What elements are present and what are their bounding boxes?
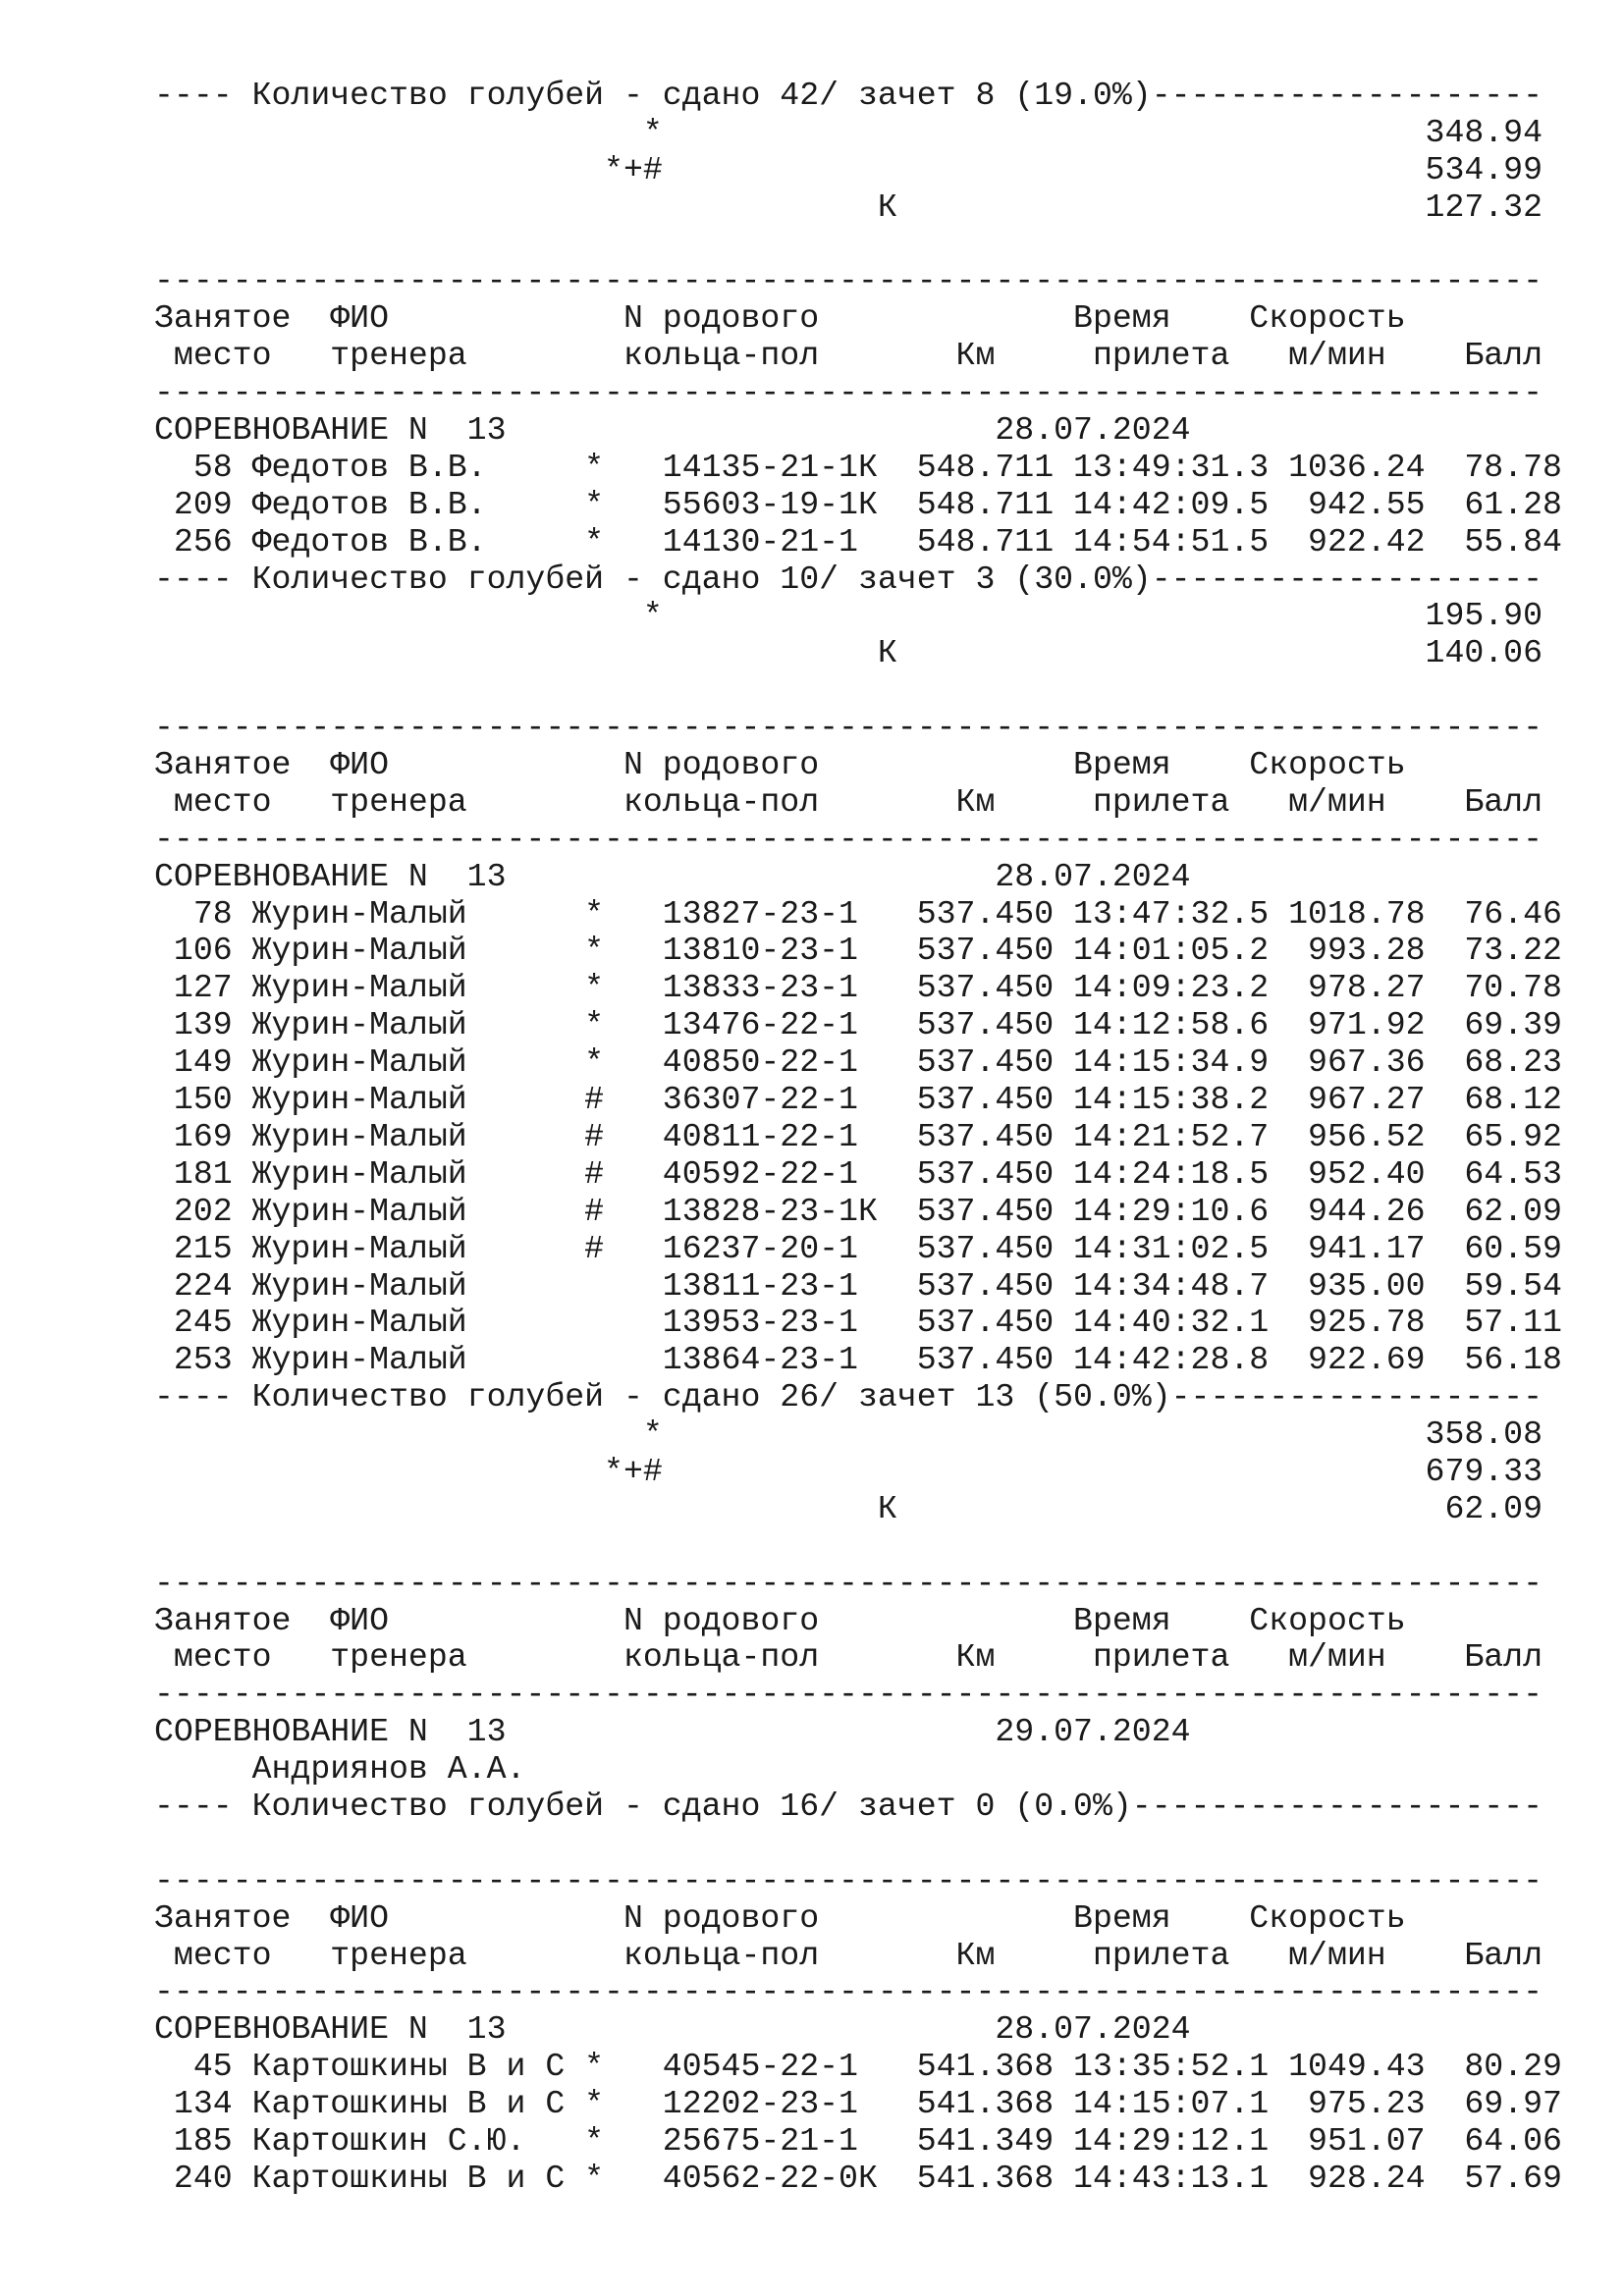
report-line: К 140.06 (154, 634, 1543, 672)
report-line: 224 Журин-Малый 13811-23-1 537.450 14:34:48.7 935.00 59.54 (154, 1266, 1562, 1305)
report-line: ----------------------------------------------------------------------- (154, 262, 1543, 300)
report-line: место тренера кольца-пол Км прилета м/мин Балл (154, 1936, 1543, 1974)
report-line (154, 1826, 1562, 1863)
report-line: 202 Журин-Малый # 13828-23-1К 537.450 14:29:10.6 944.26 62.09 (154, 1192, 1562, 1230)
report-line: ----------------------------------------------------------------------- (154, 709, 1543, 747)
report-line: место тренера кольца-пол Км прилета м/мин Балл (154, 337, 1543, 375)
report-line: СОРЕВНОВАНИЕ N 13 28.07.2024 (154, 411, 1191, 450)
report-line: 134 Картошкины В и С * 12202-23-1 541.368 14:15:07.1 975.23 69.97 (154, 2085, 1562, 2123)
report-line: * 348.94 (154, 113, 1543, 151)
report-line: ----------------------------------------------------------------------- (154, 1676, 1543, 1714)
report-line: место тренера кольца-пол Км прилета м/мин Балл (154, 782, 1543, 821)
report-line: 215 Журин-Малый # 16237-20-1 537.450 14:31:02.5 941.17 60.59 (154, 1229, 1562, 1267)
report-line: ---- Количество голубей - сдано 26/ зачет 13 (50.0%)------------------- (154, 1378, 1543, 1416)
report-line: СОРЕВНОВАНИЕ N 13 28.07.2024 (154, 2010, 1191, 2049)
report-line (154, 227, 1562, 264)
report-line: ----------------------------------------------------------------------- (154, 1564, 1543, 1602)
report-line: СОРЕВНОВАНИЕ N 13 28.07.2024 (154, 857, 1191, 895)
report-line: 150 Журин-Малый # 36307-22-1 537.450 14:15:38.2 967.27 68.12 (154, 1081, 1562, 1119)
report-line: 58 Федотов В.В. * 14135-21-1К 548.711 13:49:31.3 1036.24 78.78 (154, 448, 1562, 486)
report-line: 127 Журин-Малый * 13833-23-1 537.450 14:09:23.2 978.27 70.78 (154, 969, 1562, 1007)
report-line: Занятое ФИО N родового Время Скорость (154, 1601, 1406, 1639)
report-line: *+# 679.33 (154, 1452, 1543, 1490)
report-line: 78 Журин-Малый * 13827-23-1 537.450 13:47:32.5 1018.78 76.46 (154, 894, 1562, 933)
report-line: 253 Журин-Малый 13864-23-1 537.450 14:42:28.8 922.69 56.18 (154, 1341, 1562, 1379)
report-line: Андриянов А.А. (154, 1750, 526, 1789)
report-line: 139 Журин-Малый * 13476-22-1 537.450 14:12:58.6 971.92 69.39 (154, 1006, 1562, 1044)
report-line: Занятое ФИО N родового Время Скорость (154, 299, 1406, 338)
report-line: ----------------------------------------------------------------------- (154, 1861, 1543, 1899)
report-line: 149 Журин-Малый * 40850-22-1 537.450 14:15:34.9 967.36 68.23 (154, 1043, 1562, 1082)
report-printout (154, 78, 1562, 2198)
report-line: ---- Количество голубей - сдано 16/ зачет 0 (0.0%)--------------------- (154, 1787, 1543, 1825)
report-line: 209 Федотов В.В. * 55603-19-1К 548.711 14:42:09.5 942.55 61.28 (154, 485, 1562, 523)
report-line: 245 Журин-Малый 13953-23-1 537.450 14:40:32.1 925.78 57.11 (154, 1304, 1562, 1342)
report-line: * 358.08 (154, 1415, 1543, 1454)
report-line: ----------------------------------------------------------------------- (154, 820, 1543, 858)
report-line: ----------------------------------------------------------------------- (154, 1973, 1543, 2011)
report-line: 106 Журин-Малый * 13810-23-1 537.450 14:01:05.2 993.28 73.22 (154, 932, 1562, 970)
report-line: * 195.90 (154, 597, 1543, 635)
report-line: 45 Картошкины В и С * 40545-22-1 541.368 13:35:52.1 1049.43 80.29 (154, 2048, 1562, 2086)
report-line: К 127.32 (154, 187, 1543, 226)
report-line: 256 Федотов В.В. * 14130-21-1 548.711 14:54:51.5 922.42 55.84 (154, 522, 1562, 561)
report-line: 169 Журин-Малый # 40811-22-1 537.450 14:21:52.7 956.52 65.92 (154, 1117, 1562, 1155)
report-line: ---- Количество голубей - сдано 42/ зачет 8 (19.0%)-------------------- (154, 77, 1543, 114)
report-line: место тренера кольца-пол Км прилета м/мин Балл (154, 1638, 1543, 1677)
report-line: 181 Журин-Малый # 40592-22-1 537.450 14:24:18.5 952.40 64.53 (154, 1154, 1562, 1193)
report-line: ---- Количество голубей - сдано 10/ зачет 3 (30.0%)-------------------- (154, 560, 1543, 598)
report-line: Занятое ФИО N родового Время Скорость (154, 746, 1406, 784)
report-line: К 62.09 (154, 1489, 1543, 1527)
report-line: ----------------------------------------------------------------------- (154, 374, 1543, 412)
report-line (154, 1528, 1562, 1566)
report-line: *+# 534.99 (154, 150, 1543, 188)
report-line: 240 Картошкины В и С * 40562-22-0К 541.368 14:43:13.1 928.24 57.69 (154, 2159, 1562, 2197)
report-line: Занятое ФИО N родового Время Скорость (154, 1898, 1406, 1937)
report-line (154, 672, 1562, 710)
report-line: СОРЕВНОВАНИЕ N 13 29.07.2024 (154, 1713, 1191, 1751)
report-line: 185 Картошкин С.Ю. * 25675-21-1 541.349 14:29:12.1 951.07 64.06 (154, 2121, 1562, 2160)
